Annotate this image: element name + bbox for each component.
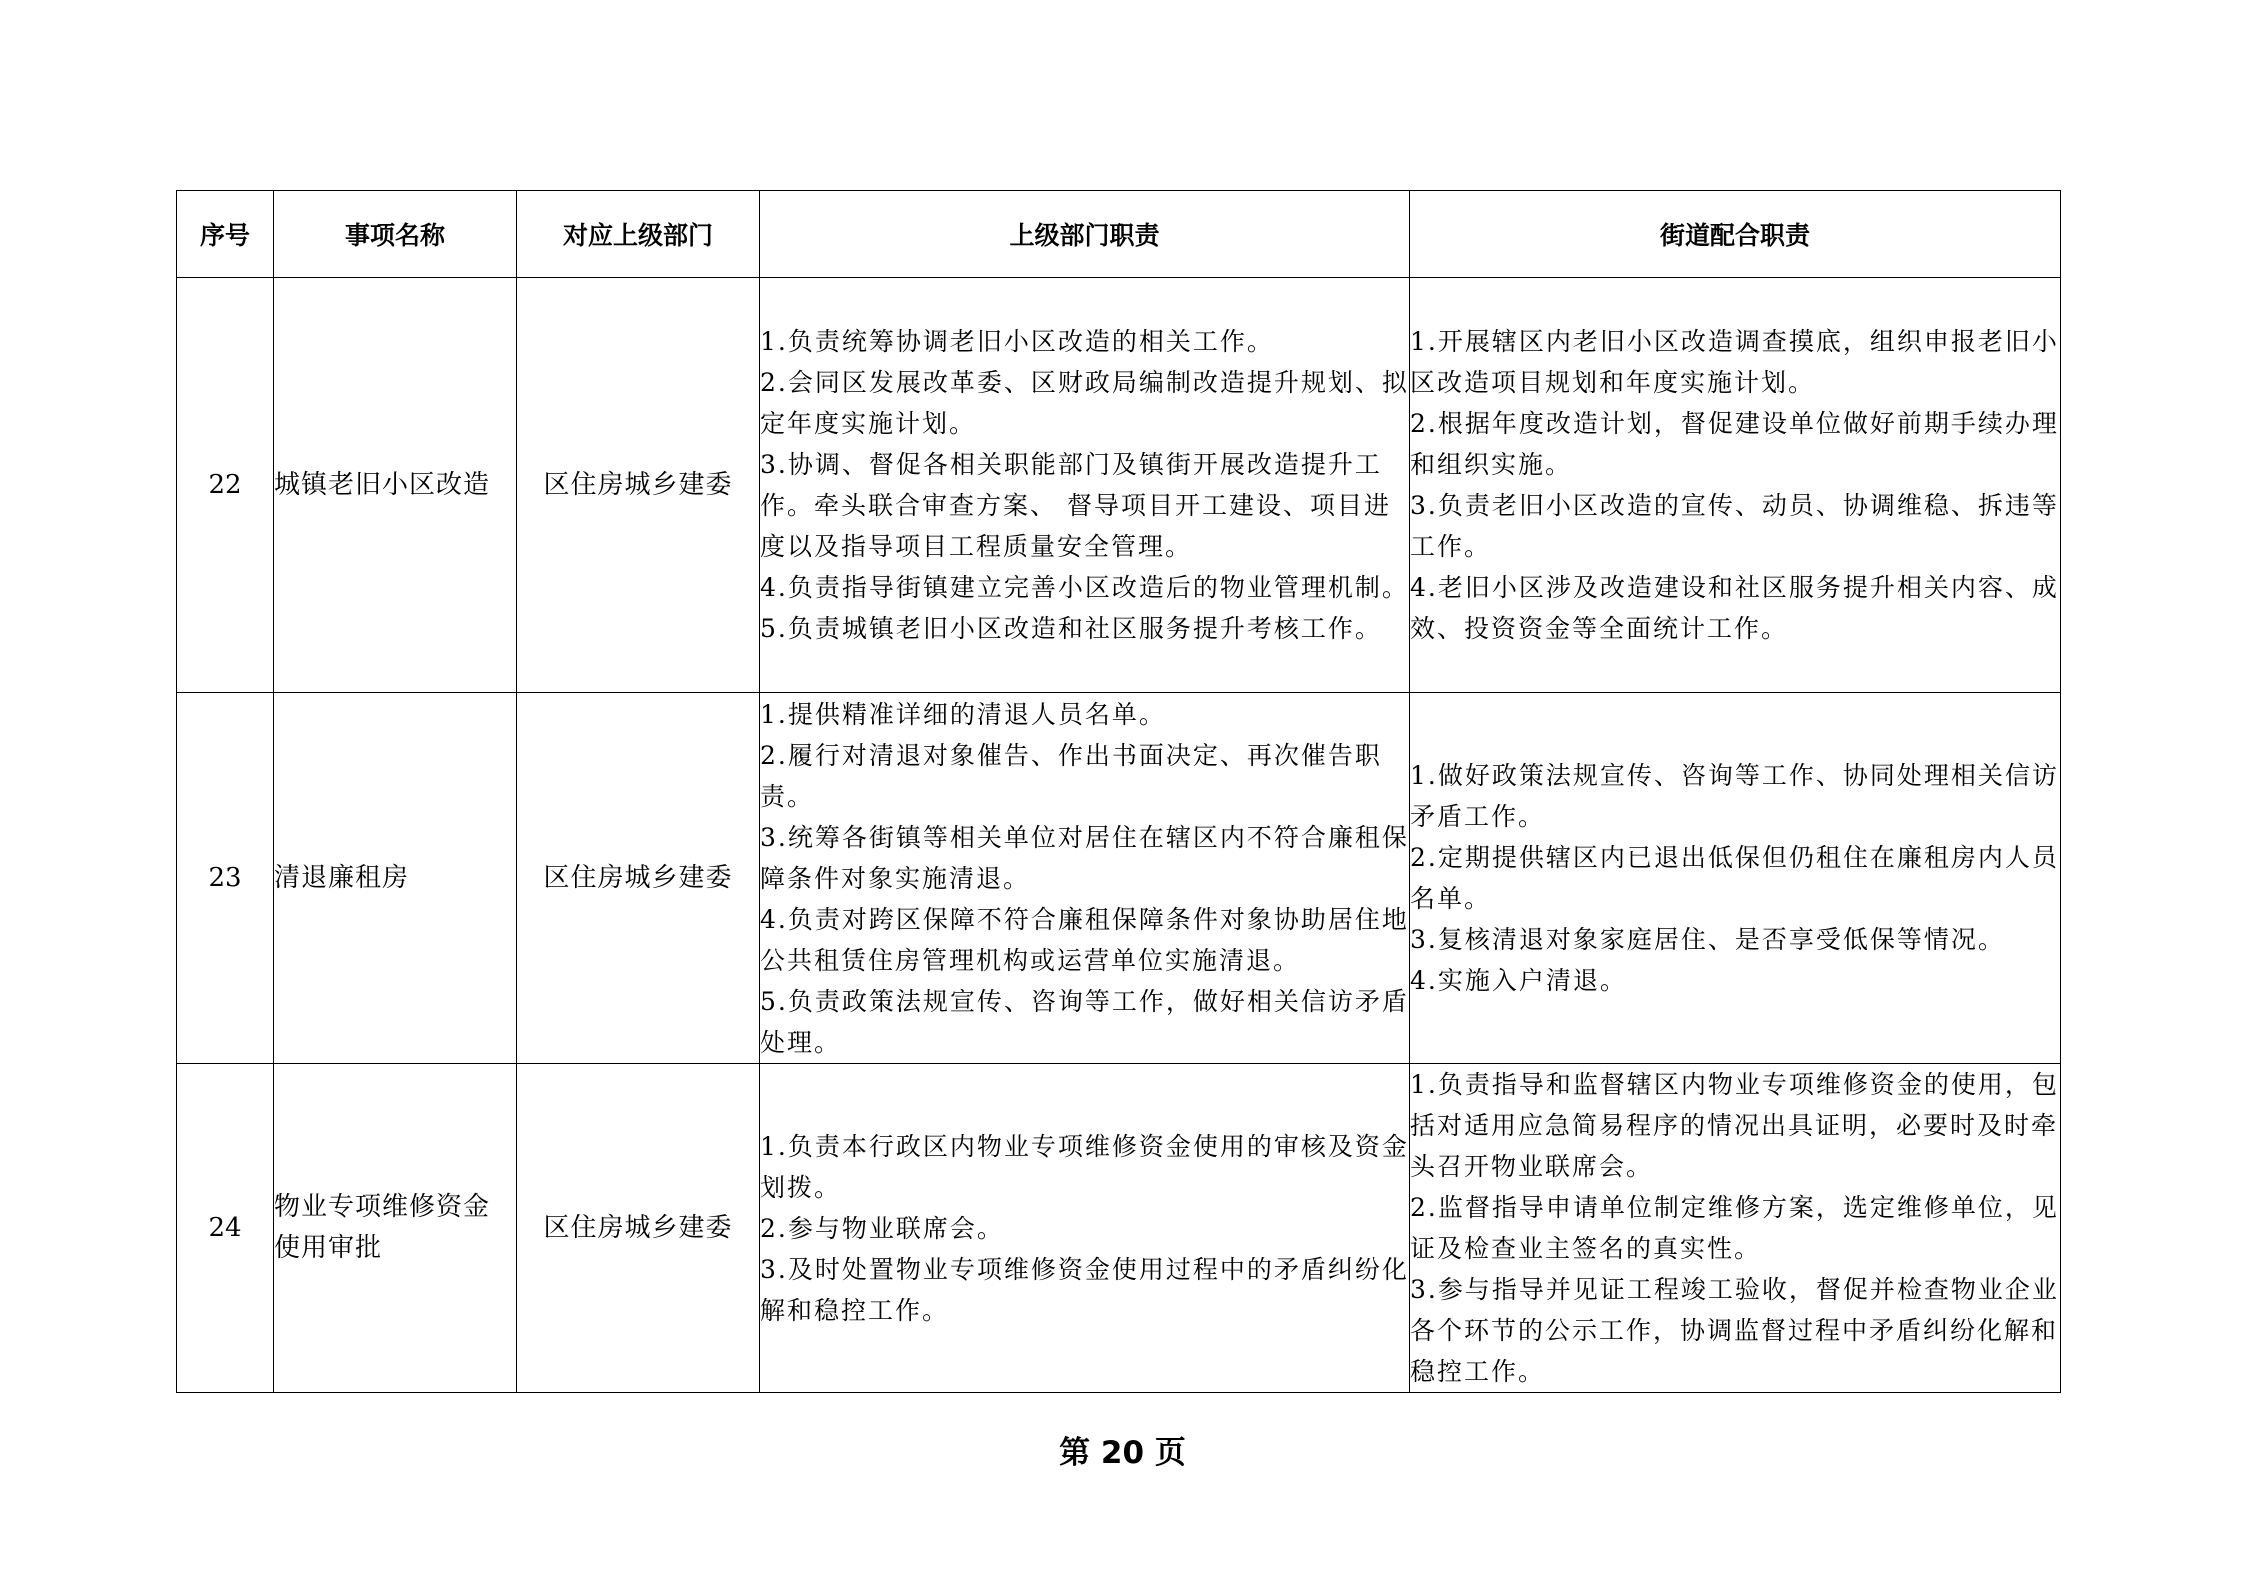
duty-item: 4.老旧小区涉及改造建设和社区服务提升相关内容、成效、投资资金等全面统计工作。 [1410,573,2059,643]
duty-item: 2.履行对清退对象催告、作出书面决定、再次催告职责。 [760,740,1382,811]
duty-item: 1.负责本行政区内物业专项维修资金使用的审核及资金划拨。 [760,1131,1409,1202]
duty-item: 3.参与指导并见证工程竣工验收，督促并检查物业企业各个环节的公示工作，协调监督过程中矛盾纠纷化解和稳控工作。 [1410,1275,2059,1386]
table-header-row [177,191,2061,278]
table-row [177,278,2061,693]
header-upper-duties: 上级部门职责 [760,191,1410,278]
row-seq: 24 [177,1064,274,1393]
row-upper-duties [760,278,1410,693]
duty-item: 3.复核清退对象家庭居住、是否享受低保等情况。 [1410,925,2005,954]
row-upper-dept: 区住房城乡建委 [517,278,760,693]
header-upper-dept: 对应上级部门 [517,191,760,278]
duty-item: 1.开展辖区内老旧小区改造调查摸底，组织申报老旧小区改造项目规划和年度实施计划。 [1410,327,2059,397]
duty-item: 3.协调、督促各相关职能部门及镇街开展改造提升工作。牵头联合审查方案、 督导项目开工建设、项目进度以及指导项目工程质量安全管理。 [760,450,1391,561]
duty-item: 1.负责指导和监督辖区内物业专项维修资金的使用，包括对适用应急简易程序的情况出具证明，必要时及时牵头召开物业联席会。 [1410,1070,2059,1181]
table-row [177,1064,2061,1393]
row-upper-dept: 区住房城乡建委 [517,693,760,1064]
row-upper-dept: 区住房城乡建委 [517,1064,760,1393]
row-street-duties [1410,1064,2061,1393]
duties-table [176,190,2061,1393]
row-seq: 22 [177,278,274,693]
row-street-duties [1410,693,2061,1064]
duty-item: 1.负责统筹协调老旧小区改造的相关工作。 [760,327,1274,356]
duty-item: 4.负责指导街镇建立完善小区改造后的物业管理机制。 [760,573,1409,602]
row-item-name: 清退廉租房 [274,693,517,1064]
duty-item: 4.负责对跨区保障不符合廉租保障条件对象协助居住地公共租赁住房管理机构或运营单位实施清退。 [760,904,1409,975]
row-street-duties [1410,278,2061,693]
header-item-name: 事项名称 [274,191,517,278]
duty-item: 3.负责老旧小区改造的宣传、动员、协调维稳、拆违等工作。 [1410,491,2059,561]
duty-item: 2.参与物业联席会。 [760,1213,1004,1243]
row-item-name: 城镇老旧小区改造 [274,278,517,693]
header-street-duties: 街道配合职责 [1410,191,2061,278]
duty-item: 5.负责城镇老旧小区改造和社区服务提升考核工作。 [760,614,1382,643]
page-number: 第 20 页 [1059,1435,1186,1471]
duty-item: 2.会同区发展改革委、区财政局编制改造提升规划、拟定年度实施计划。 [760,368,1409,438]
duty-item: 4.实施入户清退。 [1410,966,1627,995]
row-upper-duties [760,1064,1410,1393]
duty-item: 1.提供精准详细的清退人员名单。 [760,699,1166,729]
row-item-name: 物业专项维修资金使用审批 [274,1064,517,1393]
duty-item: 1.做好政策法规宣传、咨询等工作、协同处理相关信访矛盾工作。 [1410,761,2059,831]
row-seq: 23 [177,693,274,1064]
header-seq: 序号 [177,191,274,278]
duty-item: 2.根据年度改造计划，督促建设单位做好前期手续办理和组织实施。 [1410,409,2059,479]
duty-item: 3.及时处置物业专项维修资金使用过程中的矛盾纠纷化解和稳控工作。 [760,1254,1409,1325]
duty-item: 5.负责政策法规宣传、咨询等工作，做好相关信访矛盾处理。 [760,986,1409,1057]
duty-item: 2.定期提供辖区内已退出低保但仍租住在廉租房内人员名单。 [1410,843,2059,913]
duty-item: 2.监督指导申请单位制定维修方案，选定维修单位，见证及检查业主签名的真实性。 [1410,1193,2059,1263]
table-row [177,693,2061,1064]
row-upper-duties [760,693,1410,1064]
duty-item: 3.统筹各街镇等相关单位对居住在辖区内不符合廉租保障条件对象实施清退。 [760,822,1409,893]
